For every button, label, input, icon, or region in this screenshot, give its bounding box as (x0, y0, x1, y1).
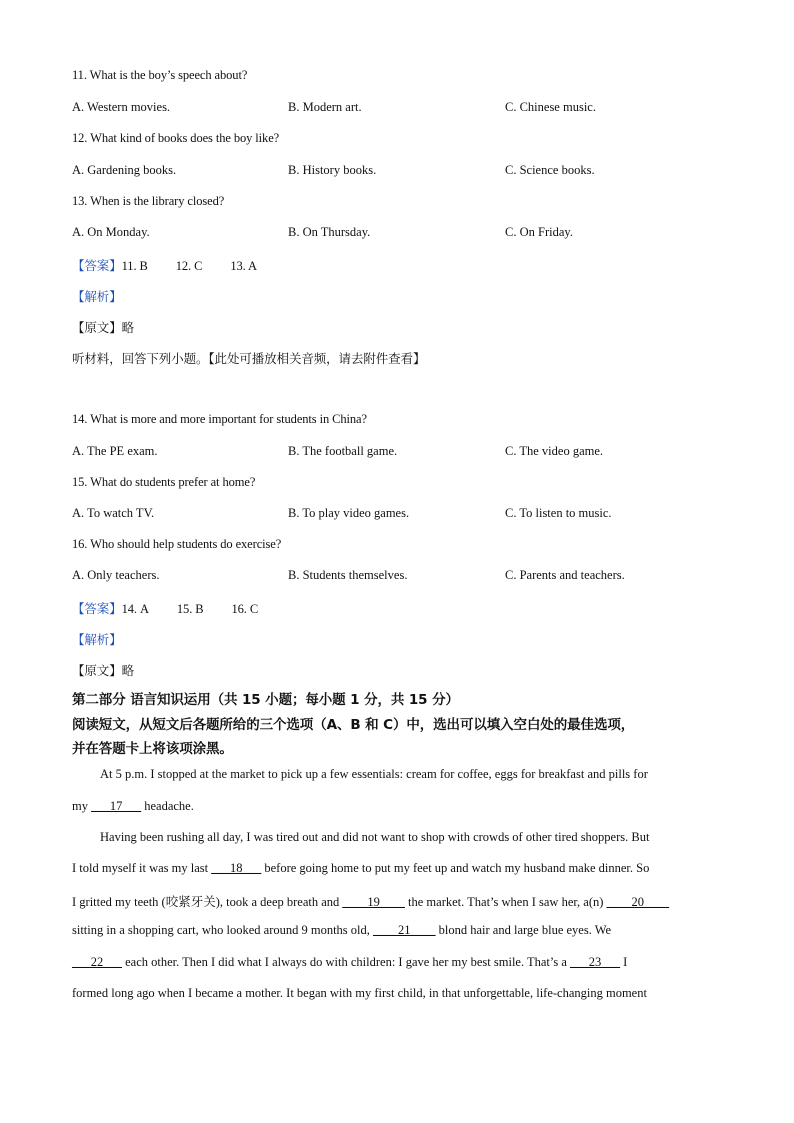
answer-12: 12. C (175, 259, 203, 273)
question-16-option-c: C. Parents and teachers. (505, 568, 625, 582)
blank-18: ___18___ (211, 861, 262, 875)
question-11-option-a: A. Western movies. (72, 100, 171, 114)
question-16-option-a: A. Only teachers. (72, 568, 160, 582)
original-tag: 【原文】 (72, 663, 122, 678)
question-15-option-a: A. To watch TV. (72, 506, 155, 520)
analysis-tag: 【解析】 (72, 632, 122, 647)
question-12-option-b: B. History books. (288, 163, 377, 177)
question-16-stem: 16. Who should help students do exercise? (72, 537, 282, 551)
question-12-option-c: C. Science books. (505, 163, 595, 177)
part2-directions-line1: 阅读短文，从短文后各题所给的三个选项（A、B 和 C）中，选出可以填入空白处的最佳选项， (72, 717, 635, 733)
original-text-row (72, 318, 134, 336)
part2-directions-line2: 并在答题卡上将该项涂黑。 (72, 741, 233, 757)
question-13-option-c: C. On Friday. (505, 225, 573, 239)
question-13-option-b: B. On Thursday. (288, 225, 371, 239)
passage-line-1: At 5 p.m. I stopped at the market to pick up a few essentials: cream for coffee, eggs for breakfast and pills for (100, 767, 648, 781)
answer-row-11-13 (72, 256, 257, 274)
original-text-row (72, 661, 134, 679)
question-15-option-c: C. To listen to music. (505, 506, 612, 520)
answer-14: 14. A (121, 602, 149, 616)
answer-row-14-16 (72, 599, 258, 617)
answer-tag: 【答案】 (72, 601, 122, 616)
answer-15: 15. B (176, 602, 204, 616)
passage-line-4: I told myself it was my last ___18___ before going home to put my feet up and watch my husband make dinner. So (72, 861, 650, 875)
blank-22: ___22___ (72, 955, 122, 969)
blank-20: ____20____ (606, 895, 670, 909)
question-13-option-a: A. On Monday. (72, 225, 150, 239)
question-14-stem: 14. What is more and more important for students in China? (72, 412, 367, 426)
question-16-option-b: B. Students themselves. (288, 568, 408, 582)
blank-19: ____19____ (342, 895, 405, 909)
original-text: 略 (121, 663, 135, 678)
question-11-stem: 11. What is the boy’s speech about? (72, 68, 248, 82)
analysis-tag: 【解析】 (72, 289, 122, 304)
passage-line-6: sitting in a shopping cart, who looked around 9 months old, ____21____ blond hair and large blue eyes. We (72, 923, 612, 937)
original-tag: 【原文】 (72, 320, 122, 335)
passage-line-7: ___22___ each other. Then I did what I always do with children: I gave her my best smile. That’s a ___23___ I (72, 955, 628, 969)
blank-23: ___23___ (570, 955, 621, 969)
answer-13: 13. A (230, 259, 257, 273)
answer-11: 11. B (121, 259, 148, 273)
original-text: 略 (121, 320, 135, 335)
question-14-option-b: B. The football game. (288, 444, 398, 458)
question-13-stem: 13. When is the library closed? (72, 194, 225, 208)
answer-16: 16. C (231, 602, 259, 616)
passage-line-5: I gritted my teeth (咬紧牙关), took a deep breath and ____19____ the market. That’s when I saw her, a(n) ____20____ (72, 895, 670, 909)
question-15-stem: 15. What do students prefer at home? (72, 475, 256, 489)
passage-line-2: my ___17___ headache. (72, 799, 194, 813)
answer-tag: 【答案】 (72, 258, 122, 273)
listening-instruction: 听材料，回答下列小题。【此处可播放相关音频，请去附件查看】 (72, 351, 426, 366)
question-14-option-c: C. The video game. (505, 444, 604, 458)
blank-21: ____21____ (373, 923, 436, 937)
question-11-option-b: B. Modern art. (288, 100, 362, 114)
blank-17: ___17___ (91, 799, 142, 813)
question-12-option-a: A. Gardening books. (72, 163, 177, 177)
passage-line-3: Having been rushing all day, I was tired out and did not want to shop with crowds of other tired shoppers. But (100, 830, 650, 844)
question-15-option-b: B. To play video games. (288, 506, 410, 520)
question-11-option-c: C. Chinese music. (505, 100, 596, 114)
question-12-stem: 12. What kind of books does the boy like? (72, 131, 280, 145)
question-14-option-a: A. The PE exam. (72, 444, 158, 458)
passage-line-8: formed long ago when I became a mother. It began with my first child, in that unforgettable, life-changing moment (72, 986, 647, 1000)
part2-heading: 第二部分 语言知识运用（共 15 小题；每小题 1 分，共 15 分） (72, 692, 459, 708)
